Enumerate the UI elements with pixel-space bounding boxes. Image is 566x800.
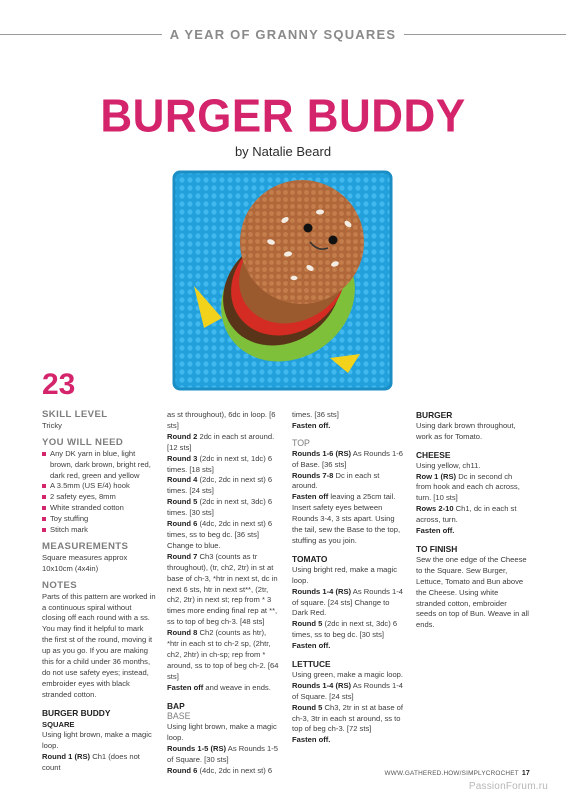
bun <box>240 180 364 304</box>
base-start: Using light brown, make a magic loop. <box>167 722 277 743</box>
byline: by Natalie Beard <box>234 144 332 159</box>
square-start: Using light brown, make a magic loop. <box>42 730 152 751</box>
materials-list <box>42 449 156 536</box>
top-heading: TOP <box>292 437 310 448</box>
section-header: A YEAR OF GRANNY SQUARES <box>0 27 566 42</box>
notes: Parts of this pattern are worked in a continuous spiral without closing off each round with a ss. You may find it helpful to mark the first st of the round, moving it up as you go. If you are making this for a child under 36 months, do not use safety eyes; instead, embroider eyes with black stranded cotton. <box>42 591 156 699</box>
materials-item: Stitch mark <box>42 525 156 536</box>
lettuce-fasten-off: Fasten off. <box>292 735 331 745</box>
round-text: Round 8 Ch2 (counts as htr), *htr in each st to ch-2 sp, (2htr, ch2, 2htr) in ch-sp; rep from * around, ss to top of beg ch-2. [64 sts] <box>167 628 279 681</box>
tomato-round-5: Round 5 (2dc in next st, 3dc) 6 times, ss to beg dc. [30 sts] <box>292 619 398 640</box>
fasten-off: Fasten off. <box>292 420 331 430</box>
round-text: as st throughout), 6dc in loop. [6 sts] <box>167 410 276 430</box>
pattern-number: 23 <box>42 368 76 401</box>
burger-buddy-heading: BURGER BUDDY <box>42 707 111 718</box>
page-number: 17 <box>521 770 530 777</box>
need-heading: YOU WILL NEED <box>42 436 124 448</box>
round-text: Round 6 (4dc, 2dc in next st) 6 times, ss to beg dc. [36 sts] Change to blue. <box>167 519 273 550</box>
cheese-fasten-off: Fasten off. <box>416 526 455 536</box>
skill-heading: SKILL LEVEL <box>42 409 108 420</box>
round-text: Fasten off and weave in ends. <box>167 682 271 692</box>
lettuce-round-5: Round 5 Ch3, 2tr in st at base of ch-3, 3tr in each st around, ss to top of beg ch-3. [72 sts] <box>292 702 403 734</box>
column-3 <box>292 410 405 746</box>
square-rounds <box>167 410 280 694</box>
tomato-start: Using bright red, make a magic loop. <box>292 564 398 585</box>
tomato-heading: TOMATO <box>292 553 328 564</box>
round-text: Round 3 (2dc in next st, 1dc) 6 times. [18 sts] <box>167 453 273 474</box>
measurements: Square measures approx 10x10cm (4x4in) <box>42 552 128 573</box>
round-1: Round 1 (RS) Ch1 (does not count <box>42 752 140 773</box>
round-text: Round 7 Ch3 (counts as tr throughout), (tr, ch2, 2tr) in st at base of ch-3, *htr in next st, dc in next 6 sts, htr in next st**, (2tr, ch2, 2tr) in next st; rep from * 3 times more ending final rep at **, ss to top of beg ch-3. [48 sts] <box>167 551 278 627</box>
materials-item: A 3.5mm (US E/4) hook <box>42 481 156 492</box>
finish-text: Sew the one edge of the Cheese to the Square. Sew Burger, Lettuce, Tomato and Bun above the Cheese. Using white stranded cotton, embroider seeds on top of Bun. Weave in all ends. <box>416 554 529 630</box>
pattern-title: BURGER BUDDY <box>100 90 466 143</box>
round-text: Round 2 2dc in each st around. [12 sts] <box>167 431 275 452</box>
base-rounds-1-5: Rounds 1-5 (RS) As Rounds 1-5 of Square. [30 sts] <box>167 744 278 765</box>
cheese-start: Using yellow, ch11. <box>416 460 481 470</box>
burger-text: Using dark brown throughout, work as for Tomato. <box>416 420 516 441</box>
base-heading: BASE <box>167 711 191 722</box>
cheese-row-1: Row 1 (RS) Dc in second ch from hook and each ch across, turn. [10 sts] <box>416 471 520 503</box>
lettuce-start: Using green, make a magic loop. <box>292 669 404 679</box>
materials-item: Toy stuffing <box>42 514 156 525</box>
materials-item: Any DK yarn in blue, light brown, dark brown, bright red, dark red, green and yellow <box>42 449 156 482</box>
skill-level: Tricky <box>42 420 62 430</box>
eye-left <box>304 224 313 233</box>
footer-url[interactable]: WWW.GATHERED.HOW/SIMPLYCROCHET <box>384 770 519 777</box>
materials-item: 2 safety eyes, 8mm <box>42 492 156 503</box>
square-heading: SQUARE <box>42 719 75 729</box>
cheese-rows-2-10: Rows 2-10 Ch1, dc in each st across, turn. <box>416 504 517 525</box>
base-cont: times. [36 sts] <box>292 410 339 419</box>
round-text: Round 4 (2dc, 2dc in next st) 6 times. [24 sts] <box>167 475 273 496</box>
finish-heading: TO FINISH <box>416 543 458 554</box>
column-2 <box>167 410 280 777</box>
burger-heading: BURGER <box>416 410 453 420</box>
bap-heading: BAP <box>167 700 185 711</box>
top-rounds-7-8: Rounds 7-8 Dc in each st around. <box>292 470 380 491</box>
notes-heading: NOTES <box>42 579 78 591</box>
watermark: PassionForum.ru <box>468 781 548 792</box>
lettuce-heading: LETTUCE <box>292 659 331 670</box>
burger-photo <box>170 168 395 393</box>
round-text: Round 5 (2dc in next st, 3dc) 6 times. [30 sts] <box>167 497 273 518</box>
top-rounds-1-6: Rounds 1-6 (RS) As Rounds 1-6 of Base. [36 sts] <box>292 448 403 469</box>
eye-right <box>329 236 338 245</box>
base-round-6: Round 6 (4dc, 2dc in next st) 6 <box>167 766 273 775</box>
top-fasten: Fasten off leaving a 25cm tail. Insert safety eyes between Rounds 3-4, 3 sts apart. Using the tail, sew the Base to the top, stuffing as you join. <box>292 492 401 545</box>
page-footer <box>385 770 530 777</box>
tomato-rounds-1-4: Rounds 1-4 (RS) As Rounds 1-4 of square. [24 sts] Change to Dark Red. <box>292 586 403 618</box>
column-4 <box>416 410 529 631</box>
column-1 <box>42 410 156 774</box>
lettuce-rounds-1-4: Rounds 1-4 (RS) As Rounds 1-4 of Square. [24 sts] <box>292 680 403 701</box>
materials-item: White stranded cotton <box>42 503 156 514</box>
measurements-heading: MEASUREMENTS <box>42 540 129 552</box>
cheese-heading: CHEESE <box>416 449 451 460</box>
tomato-fasten-off: Fasten off. <box>292 641 331 651</box>
